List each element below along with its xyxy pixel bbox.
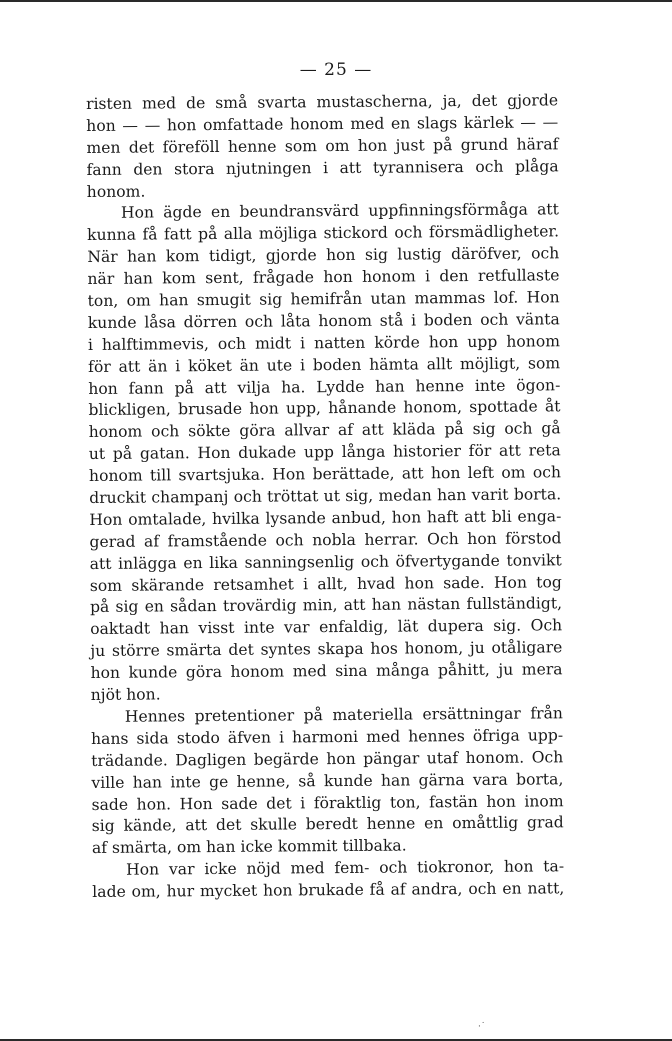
text-line: hon — — hon omfattade honom med en slags kärlek — —: [86, 113, 559, 135]
text-line: ut på gatan. Hon dukade upp långa historier för att reta: [88, 441, 561, 464]
text-line: ju större smärta det syntes skapa hos honom, ju otåligare: [90, 638, 563, 661]
text-line: kunde låsa dörren och låta honom stå i boden och vänta: [87, 310, 560, 332]
page-number: — 25 —: [299, 60, 373, 80]
text-line: hans sida stodo äfven i harmoni med hennes öfriga upp-: [90, 726, 564, 748]
print-speck: ·˙: [478, 1022, 486, 1032]
text-line: hon fann på att vilja ha. Lydde han henne inte ögon-: [88, 375, 561, 398]
text-line: i halftimmevis, och midt i natten körde hon upp honom: [87, 332, 561, 354]
text-line: oaktadt han visst inte var enfaldig, lät dupera sig. Och: [90, 616, 563, 639]
text-line: för att än i köket än ute i boden hämta allt möjligt, som: [88, 353, 561, 376]
text-line: Hon ägde en beundransvärd uppfinningsförmåga att: [120, 200, 559, 223]
page-top-edge: [0, 0, 672, 2]
text-line: honom till svartsjuka. Hon berättade, att hon left om och: [88, 463, 562, 486]
text-line: honom.: [86, 182, 146, 201]
text-line: ton, om han smugit sig hemifrån utan mammas lof. Hon: [87, 288, 560, 311]
text-line: druckit champanj och tröttat ut sig, medan han varit borta.: [89, 485, 562, 508]
body-text: [86, 90, 564, 904]
text-line: fann den stora njutningen i att tyrannisera och plåga: [86, 156, 559, 179]
text-line: att inlägga en lika sanningsenlig och öfvertygande tonvikt: [89, 550, 562, 573]
text-line: Hennes pretentioner på materiella ersättningar från: [124, 704, 563, 726]
text-line: kunna få fatt på alla möjliga stickord och försmädligheter.: [87, 222, 560, 245]
text-line: sig kände, att det skulle beredt henne en omåttlig grad: [91, 813, 564, 836]
text-line: risten med de små svarta mustascherna, ja, det gjorde: [86, 91, 559, 113]
text-line: ville han inte ge henne, så kunde han gärna vara borta,: [91, 769, 564, 792]
text-line: men det föreföll henne som om hon just på grund häraf: [86, 135, 559, 157]
text-line: njöt hon.: [90, 685, 161, 705]
text-line: hon kunde göra honom med sina många påhitt, ju mera: [90, 660, 563, 683]
text-line: honom och sökte göra allvar af att kläda på sig och gå: [88, 419, 561, 442]
text-line: När han kom tidigt, gjorde hon sig lustig däröfver, och: [87, 244, 560, 267]
text-line: trädande. Dagligen begärde hon pängar utaf honom. Och: [91, 747, 564, 770]
text-line: som skärande retsamhet i allt, hvad hon sade. Hon tog: [89, 572, 562, 595]
text-line: af smärta, om han icke kommit tillbaka.: [91, 836, 407, 858]
text-line: Hon omtalade, hvilka lysande anbud, hon haft att bli enga-: [89, 507, 562, 529]
text-line: Hon var icke nöjd med fem- och tiokronor, hon ta-: [126, 857, 565, 879]
text-line: på sig en sådan trovärdig min, att han nästan fullständigt,: [89, 594, 563, 617]
text-line: blickligen, brusade hon upp, hånande honom, spottade åt: [88, 397, 561, 420]
text-line: lade om, hur mycket hon brukade få af andra, och en natt,: [92, 879, 565, 902]
text-line: gerad af framstående och nobla herrar. Och hon förstod: [89, 529, 562, 551]
text-line: när han kom sent, frågade hon honom i den retfullaste: [87, 266, 560, 289]
text-line: sade hon. Hon sade det i föraktlig ton, fastän hon inom: [91, 791, 564, 814]
